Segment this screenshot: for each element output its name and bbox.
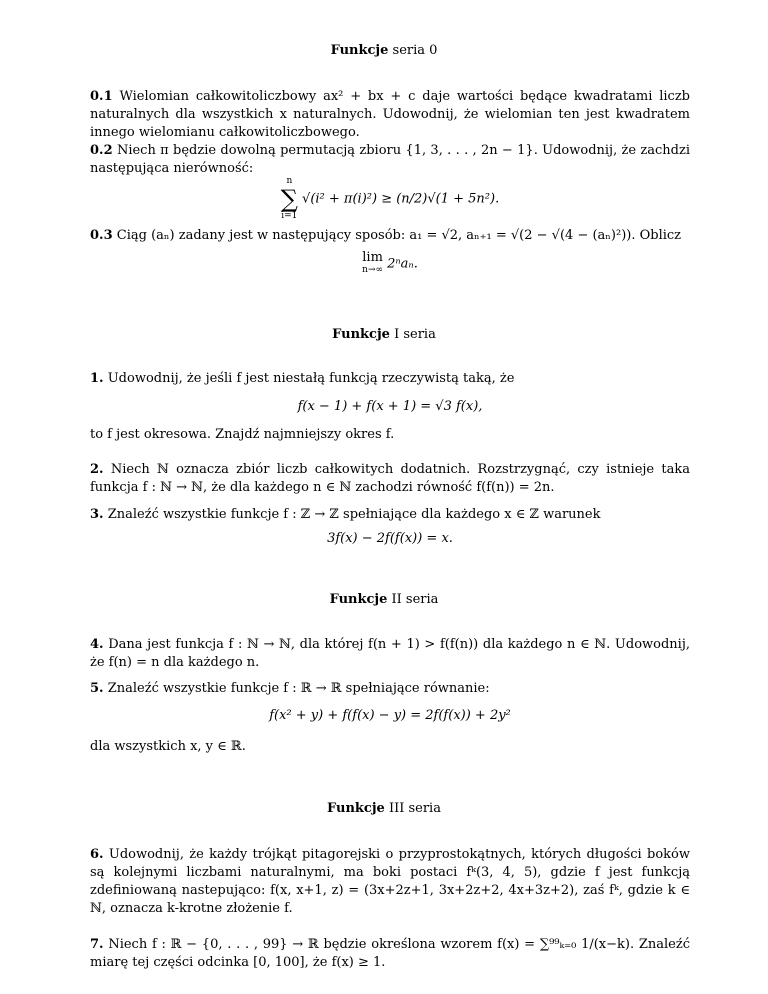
problem-2: 2. Niech ℕ oznacza zbiór liczb całkowitych dodatnich. Rozstrzygnąć, czy istnieje taka funkcja f : ℕ → ℕ, że dla każdego n ∈ ℕ zachodzi równość f(f(n)) = 2n. (90, 462, 690, 495)
equation-0-2: n ∑ i=1 √(i² + π(i)²) ≥ (n/2)√(1 + 5n²). (280, 176, 500, 221)
problem-5: 5. Znaleźć wszystkie funkcje f : ℝ → ℝ spełniające równanie: (90, 681, 490, 696)
section-title-0: Funkcje seria 0 (330, 43, 438, 58)
problem-0-3: 0.3 Ciąg (aₙ) zadany jest w następujący sposób: a₁ = √2, aₙ₊₁ = √(2 − √(4 − (aₙ)²)). Oblicz (90, 228, 682, 243)
problem-1: 1. Udowodnij, że jeśli f jest niestałą funkcją rzeczywistą taką, że (90, 371, 515, 386)
problem-1-after: to f jest okresowa. Znajdź najmniejszy okres f. (90, 427, 395, 442)
problem-0-2: 0.2 Niech π będzie dowolną permutacją zbioru {1, 3, . . . , 2n − 1}. Udowodnij, że zachdzi następująca nierówność: (90, 143, 690, 176)
problem-7: 7. Niech f : ℝ − {0, . . . , 99} → ℝ będzie określona wzorem f(x) = ∑⁹⁹ₖ₌₀ 1/(x−k). Znaleźć miarę tej części odcinka [0, 100], że f(x) ≥ 1. (90, 937, 690, 970)
section-title-2: Funkcje II seria (329, 592, 439, 607)
problem-5-after: dla wszystkich x, y ∈ ℝ. (90, 739, 246, 754)
limit-symbol: lim n→∞ (362, 250, 383, 275)
equation-1: f(x − 1) + f(x + 1) = √3 f(x), (297, 399, 483, 414)
sum-symbol: n ∑ i=1 (280, 176, 298, 221)
equation-5: f(x² + y) + f(f(x) − y) = 2f(f(x)) + 2y² (269, 708, 511, 723)
equation-0-3: lim n→∞ 2ⁿaₙ. (362, 250, 418, 275)
problem-0-1: 0.1 Wielomian całkowitoliczbowy ax² + bx + c daje wartości będące kwadratami liczb naturalnych dla wszystkich x naturalnych. Udowodnij, że wielomian ten jest kwadratem innego wielomianu całkowitoliczbowego. (90, 89, 690, 140)
problem-4: 4. Dana jest funkcja f : ℕ → ℕ, dla której f(n + 1) > f(f(n)) dla każdego n ∈ ℕ. Udowodnij, że f(n) = n dla każdego n. (90, 637, 690, 670)
section-title-3: Funkcje III seria (327, 801, 441, 816)
problem-3: 3. Znaleźć wszystkie funkcje f : ℤ → ℤ spełniające dla każdego x ∈ ℤ warunek (90, 507, 601, 522)
equation-3: 3f(x) − 2f(f(x)) = x. (327, 531, 453, 546)
section-title-1: Funkcje I seria (332, 327, 436, 342)
problem-6: 6. Udowodnij, że każdy trójkąt pitagorejski o przyprostokątnych, których długości boków są kolejnymi liczbami naturalnymi, ma boki postaci fᵏ(3, 4, 5), gdzie f jest funkcją zdefiniowaną nastepująco: f(x, x+1, z) = (3x+2z+1, 3x+2z+2, 4x+3z+2), zaś fᵏ, gdzie k ∈ ℕ, oznacza k-krotne złożenie f. (90, 847, 690, 916)
